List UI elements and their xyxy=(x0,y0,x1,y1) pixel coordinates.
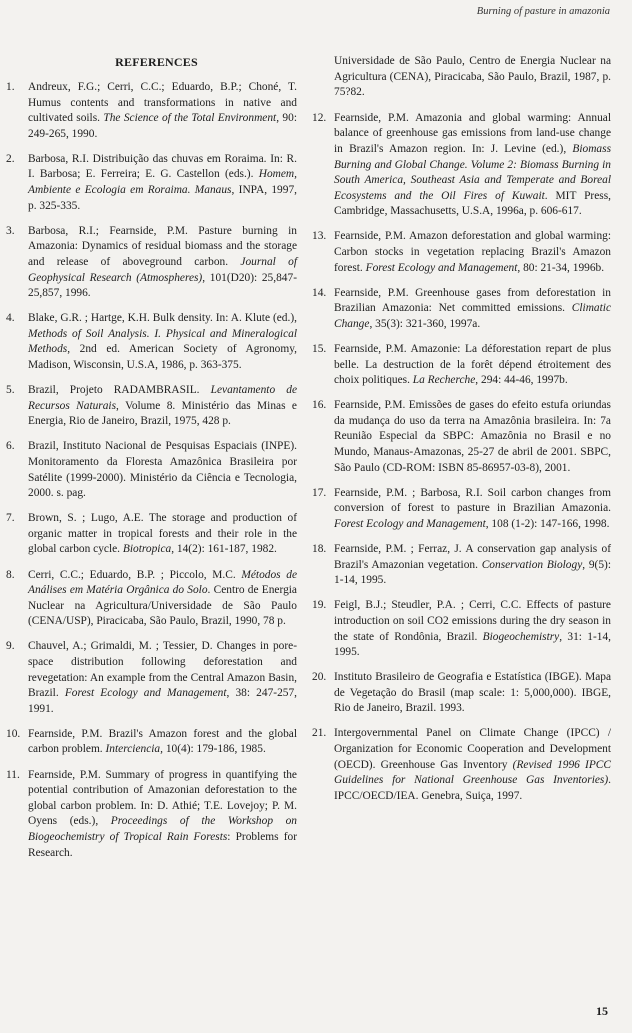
reference-text-segment: , 9(5): 1-14, 1995. xyxy=(334,558,611,587)
reference-item xyxy=(6,439,297,501)
reference-text-segment: Barbosa, R.I.; Fearnside, P.M. Pasture burning in Amazonia: Dynamics of residual biomass and the storage and release of aboveground carbon. xyxy=(28,224,297,268)
reference-number: 2. xyxy=(6,152,15,165)
reference-text-segment: . IPCC/OECD/IEA. Genebra, Suiça, 1997. xyxy=(334,774,611,802)
reference-text xyxy=(28,568,297,630)
reference-title-italic: Biotropica xyxy=(122,543,172,556)
reference-text-segment: . MIT Press, Cambridge, Massachusetts, U.S.A, 1996a, p. 606-617. xyxy=(334,189,611,218)
reference-text xyxy=(334,670,611,717)
reference-title-italic: Biomass Burning and Global Change. Volume 2: Biomass Burning in South America, Southeast Asia and Temperate and Boreal Ecosystems and the Oil Fires of Kuwait xyxy=(334,142,611,202)
reference-item xyxy=(312,598,611,660)
reference-item xyxy=(312,542,611,589)
reference-item xyxy=(312,286,611,333)
reference-title-italic: Interciencia, xyxy=(105,743,163,756)
reference-text-segment: , 101(D20): 25,847-25,857, 1996. xyxy=(28,271,297,300)
reference-title-italic: Homem, Ambiente e Ecologia em Roraima. Manaus xyxy=(28,168,297,197)
reference-list-right xyxy=(312,111,611,805)
reference-text-segment: , 90: 249-265, 1990. xyxy=(28,112,297,140)
references-heading: REFERENCES xyxy=(115,55,198,69)
reference-title-italic: Forest Ecology and Management xyxy=(365,261,518,274)
reference-number: 7. xyxy=(6,512,15,525)
reference-text xyxy=(28,80,297,142)
reference-number: 8. xyxy=(6,568,15,581)
reference-text-segment: Feigl, B.J.; Steudler, P.A. ; Cerri, C.C. Effects of pasture introduction on soil CO2 emissions during the dry season in the state of Rondônia, Brazil. xyxy=(334,599,611,643)
reference-text-segment: Fearnside, P.M. Brazil's Amazon forest and the global carbon problem. xyxy=(28,727,297,756)
reference-number: 16. xyxy=(312,399,327,412)
reference-title-italic: Biogeochemistry xyxy=(482,630,560,643)
reference-text-segment: Barbosa, R.I. Distribuição das chuvas em Roraima. In: R. I. Barbosa; E. Ferreira; E. G. Castellon (eds.). xyxy=(28,152,297,181)
reference-item xyxy=(6,383,297,430)
reference-item xyxy=(312,670,611,717)
reference-text-segment: . Centro de Energia Nuclear na Agricultura/Universidade de São Paulo (CENA/USP), Piracicaba, São Paulo, Brazil, 1990, 78 p. xyxy=(28,584,297,628)
reference-text xyxy=(28,224,297,302)
reference-item xyxy=(312,229,611,276)
reference-item xyxy=(6,80,297,142)
reference-text xyxy=(334,229,611,276)
reference-text-segment: , 31: 1-14, 1995. xyxy=(334,630,611,659)
reference-number: 17. xyxy=(312,486,327,499)
reference-text xyxy=(28,439,297,501)
reference-text-segment: , 108 (1-2): 147-166, 1998. xyxy=(485,517,610,530)
reference-text-segment: Instituto Brasileiro de Geografia e Estatística (IBGE). Mapa de Vegetação do Brasil (map scale: 1: 5,000,000). IBGE, Rio de Janeiro, Brazil. 1993. xyxy=(334,671,611,715)
reference-title-italic: Métodos de Análises em Matéria Orgânica do Solo xyxy=(28,568,298,597)
reference-text-segment: , 35(3): 321-360, 1997a. xyxy=(369,317,481,330)
reference-text xyxy=(28,152,297,214)
reference-text-segment: , 14(2): 161-187, 1982. xyxy=(171,543,277,556)
reference-number: 15. xyxy=(312,343,327,355)
reference-item xyxy=(6,152,297,214)
reference-continuation: Universidade de São Paulo, Centro de Energia Nuclear na Agricultura (CENA), Piracicaba, São Paulo, Brazil, 1987, p. 75?82. xyxy=(334,55,611,99)
reference-item xyxy=(6,511,297,558)
reference-text-segment: 10(4): 179-186, 1985. xyxy=(162,743,266,756)
reference-text-segment: , 2nd ed. American Society of Agronomy, Madison, Wisconsin, U.S.A, 1986, p. 363-375. xyxy=(28,343,297,371)
references-right-column xyxy=(312,54,611,814)
reference-title-italic: La Recherche xyxy=(412,374,476,387)
reference-number: 6. xyxy=(6,440,15,453)
reference-text xyxy=(28,383,297,430)
reference-item xyxy=(312,486,611,533)
reference-text-segment: Chauvel, A.; Grimaldi, M. ; Tessier, D. Changes in pore-space distribution following deforestation and revegetation: An example from the Central Amazon Basin, Brazil. xyxy=(28,640,297,700)
reference-text xyxy=(28,511,297,558)
reference-text-segment: Fearnside, P.M. Amazonie: La déforestation repart de plus belle. La destruction de la forêt dépend étroitement des choix politiques. xyxy=(334,343,611,387)
reference-text-segment: Fearnside, P.M. Amazonia and global warming: Annual balance of greenhouse gas emissions from land-use change in Brazil's Amazon region. In: J. Levine (ed.), xyxy=(334,111,611,155)
reference-text-segment: Fearnside, P.M. Emissões de gases do efeito estufa oriundas da mudança do uso da terra na Amazônia brasileira. In: 7a Reunião Especial da SBPC: Amazônia no Brasil e no Mundo, Manaus-Amazonas, 25-27 de abril de 2001. SBPC, São Paulo (CD-ROM: ISBN 85-86957-03-8), 2001. xyxy=(334,399,611,474)
page-number: 15 xyxy=(596,1004,608,1018)
reference-text-segment: , Volume 8. Ministério das Minas e Energia, Rio de Janeiro, Brazil, 1975, 428 p. xyxy=(28,399,297,428)
reference-text-segment: Intergovernmental Panel on Climate Change (IPCC) / Organization for Economic Cooperation and Development (OECD). Greenhouse Gas Inventory xyxy=(334,727,611,771)
reference-text-segment: Fearnside, P.M. ; Ferraz, J. A conservation gap analysis of Brazil's Amazonian vegetation. xyxy=(334,543,611,571)
reference-text-segment: Fearnside, P.M. Summary of progress in quantifying the potential contribution of Amazonian deforestation to the global carbon problem. In: D. Athié; T.E. Lovejoy; P. M. Oyens (eds.), xyxy=(28,768,297,828)
reference-text-segment: , INPA, 1997, p. 325-335. xyxy=(28,184,297,212)
reference-number: 9. xyxy=(6,640,15,653)
reference-number: 1. xyxy=(6,81,15,93)
reference-item xyxy=(312,726,611,804)
references-left-column xyxy=(6,55,297,871)
reference-number: 13. xyxy=(312,230,327,243)
reference-item xyxy=(312,342,611,389)
reference-text-segment: : Problems for Research. xyxy=(28,830,297,859)
reference-text xyxy=(334,111,611,220)
reference-title-italic: Forest Ecology and Management xyxy=(64,687,227,700)
reference-number: 20. xyxy=(312,671,327,684)
reference-text xyxy=(28,639,297,717)
reference-item xyxy=(6,568,297,630)
reference-number: 19. xyxy=(312,599,327,612)
reference-number: 10. xyxy=(6,727,21,740)
reference-item xyxy=(6,768,297,862)
reference-number: 11. xyxy=(6,768,20,781)
reference-item xyxy=(6,727,297,758)
reference-text xyxy=(334,398,611,476)
reference-text-segment: , 294: 44-46, 1997b. xyxy=(475,374,568,387)
reference-title-italic: The Science of the Total Environment xyxy=(103,112,277,125)
reference-item xyxy=(6,311,297,373)
reference-text xyxy=(28,727,297,758)
reference-text-segment: Blake, G.R. ; Hartge, K.H. Bulk density. In: A. Klute (ed.), xyxy=(28,312,297,325)
reference-title-italic: Journal of Geophysical Research (Atmospheres) xyxy=(28,255,297,284)
reference-title-italic: Forest Ecology and Management xyxy=(334,517,486,530)
reference-text-segment: , 80: 21-34, 1996b. xyxy=(517,261,605,274)
reference-text-segment: Andreux, F.G.; Cerri, C.C.; Eduardo, B.P.; Choné, T. Humus contents and transformations in native and cultivated soils. xyxy=(28,81,297,125)
reference-number: 12. xyxy=(312,111,327,124)
reference-number: 18. xyxy=(312,543,327,556)
reference-text-segment: , 38: 247-257, 1991. xyxy=(28,687,297,715)
reference-text-segment: Cerri, C.C.; Eduardo, B.P. ; Piccolo, M.C. xyxy=(28,568,242,581)
reference-text-segment: Brown, S. ; Lugo, A.E. The storage and production of organic matter in tropical forests and their role in the global carbon cycle. xyxy=(28,512,297,556)
reference-title-italic: Conservation Biology xyxy=(481,558,583,571)
reference-text-segment: Fearnside, P.M. ; Barbosa, R.I. Soil carbon changes from conversion of forest to pasture in Brazilian Amazonia. xyxy=(334,486,611,515)
reference-list-left xyxy=(6,80,297,861)
reference-text-segment: Brazil, Instituto Nacional de Pesquisas Espaciais (INPE). Monitoramento da Floresta Amazônica Brasileira por Satélite (1999-2000). Ministério da Ciência e Tecnologia, 2000. s. pag. xyxy=(28,440,297,500)
reference-title-italic: Levantamento de Recursos Naturais xyxy=(28,384,297,412)
running-header: Burning of pasture in amazonia xyxy=(476,6,610,17)
reference-title-italic: Methods of Soil Analysis. I. Physical and Mineralogical Methods xyxy=(28,327,297,356)
reference-text-segment: Brazil, Projeto RADAMBRASIL. xyxy=(28,384,211,397)
reference-text-segment: Fearnside, P.M. Amazon deforestation and global warming: Carbon stocks in vegetation replacing Brazil's Amazon forest. xyxy=(334,230,611,274)
reference-number: 4. xyxy=(6,312,15,325)
reference-text xyxy=(28,311,297,373)
reference-title-italic: (Revised 1996 IPCC Guidelines for National Greenhouse Gas Inventories) xyxy=(334,758,611,787)
reference-item xyxy=(312,111,611,220)
reference-text xyxy=(334,726,611,804)
reference-item xyxy=(6,224,297,302)
reference-title-italic: Climatic Change xyxy=(334,302,611,330)
reference-text-segment: Fearnside, P.M. Greenhouse gases from deforestation in Brazilian Amazonia: Net committed emissions. xyxy=(334,286,611,315)
reference-number: 3. xyxy=(6,224,15,237)
reference-title-italic: Proceedings of the Workshop on Biogeochemistry of Tropical Rain Forests xyxy=(28,815,297,843)
reference-text xyxy=(334,542,611,589)
reference-text xyxy=(28,768,297,862)
reference-text xyxy=(334,598,611,660)
reference-text xyxy=(334,286,611,333)
reference-number: 14. xyxy=(312,286,327,299)
reference-number: 21. xyxy=(312,727,327,740)
reference-item xyxy=(312,398,611,476)
reference-text xyxy=(334,342,611,389)
reference-text xyxy=(334,486,611,533)
reference-number: 5. xyxy=(6,384,15,397)
reference-item xyxy=(6,639,297,717)
